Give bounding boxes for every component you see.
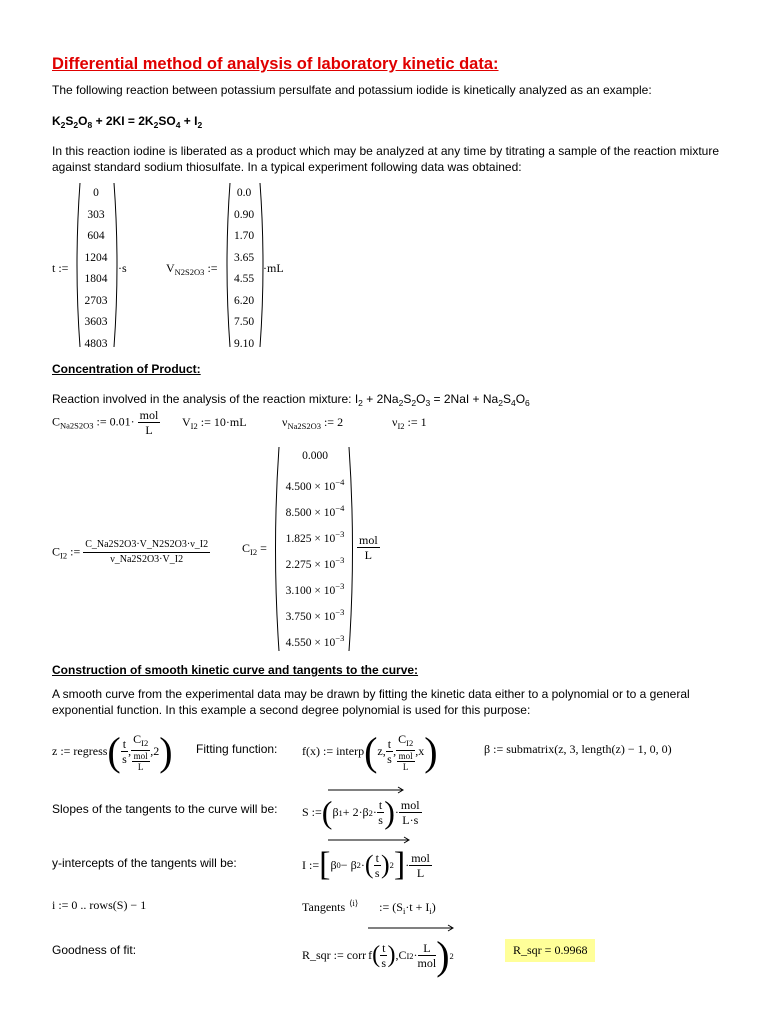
beta-expression: β := submatrix(z, 3, length(z) − 1, 0, 0): [484, 742, 672, 756]
v-value: 7.50: [233, 316, 255, 328]
vectorize-arrow-slopes: [326, 786, 406, 794]
v-value: 1.70: [233, 230, 255, 242]
t-value: 4803: [84, 337, 108, 350]
intro-text: The following reaction between potassium persulfate and potassium iodide is kinetically analyzed as an example:: [52, 83, 652, 97]
v-vector-values: [228, 183, 260, 355]
t-value: 3603: [84, 316, 108, 328]
c-i2-value: $1.825 \times 10^{-3}$: [285, 529, 345, 545]
regress-expression: z := regress ( $\frac{t}{s}$ , $\frac{C_{I2}}{\frac{\text{mol}}{L}}$ ,2 ): [52, 729, 173, 774]
v-value: 4.55: [233, 273, 255, 285]
vectorize-arrow-fit: [366, 924, 456, 932]
v-vector-label: $V_{N2S2O3}$ :=: [166, 261, 218, 277]
nu-i2-definition: $\nu_{I2}$ := 1: [392, 415, 427, 431]
experiment-paragraph: In this reaction iodine is liberated as a product which may be analyzed at any time by titrating a sample of the reaction mixture against standard sodium thiosulfate. In a typical experiment following data was obtained:: [52, 144, 720, 174]
t-vector-label: t :=: [52, 261, 69, 275]
v-value: 0.90: [233, 208, 255, 221]
c-i2-value: $8.500 \times 10^{-4}$: [285, 503, 345, 519]
rsqr-result: R_sqr = 0.9968: [505, 939, 595, 962]
c-i2-value: $4.500 \times 10^{-4}$: [285, 477, 345, 493]
section-curve-heading: Construction of smooth kinetic curve and tangents to the curve:: [52, 663, 419, 677]
intercepts-expression: I := [ β 0 − β 2 · ( $\frac{t}{s}$ ) 2 ] · $\frac{\text{mol}}{L}$: [302, 846, 430, 883]
v-value: 0.0: [236, 187, 252, 199]
rsqr-expression: R_sqr := corr f ( $\frac{t}{s}$ ) , C I2 · $\frac{L}{\text{mol}}$ ) 2: [302, 933, 454, 978]
c-i2-value: $2.275 \times 10^{-3}$: [285, 555, 345, 571]
v-value: 9.10: [233, 337, 255, 350]
vectorize-arrow-intercepts: [326, 836, 412, 844]
c-na2s2o3-definition: $C_{Na2S2O3}$ := 0.01· $\frac{\text{mol}}{L}$: [52, 408, 159, 437]
c-i2-value: $4.550 \times 10^{-3}$: [285, 633, 345, 649]
v-value: 3.65: [233, 251, 255, 264]
interp-expression: f(x) := interp ( z, $\frac{t}{s}$ , $\frac{C_{I2}}{\frac{\text{mol}}{L}}$ ,x ): [302, 729, 438, 774]
t-value: 2703: [84, 294, 108, 307]
section-concentration-heading: Concentration of Product:: [52, 362, 201, 376]
slopes-label: Slopes of the tangents to the curve will be:: [52, 802, 278, 816]
t-value: 0: [93, 187, 99, 199]
c-i2-value: $3.750 \times 10^{-3}$: [285, 607, 345, 623]
t-value: 604: [87, 230, 105, 242]
c-i2-formula: $C_{I2}$ := $\frac{C\_Na2S2O3\cdot V\_N2S2O3\cdot\nu\_I2}{\nu\_Na2S2O3\cdot V\_I2}$: [52, 539, 209, 565]
t-value: 1804: [84, 273, 108, 285]
c-i2-value: $3.100 \times 10^{-3}$: [285, 581, 345, 597]
v-vector-unit: ·mL: [263, 261, 284, 275]
c-i2-result-values: [278, 443, 352, 651]
fitting-function-label: Fitting function:: [196, 742, 278, 756]
goodness-of-fit-label: Goodness of fit:: [52, 943, 137, 957]
slopes-expression: S := ( β 1 + 2·β 2 · $\frac{t}{s}$ ) · $\frac{\text{mol}}{L\cdot s}$: [302, 794, 420, 830]
c-i2-result-unit: $\frac{\text{mol}}{L}$: [359, 533, 378, 562]
nu-na2s2o3-definition: $\nu_{Na2S2O3}$ := 2: [282, 415, 344, 431]
t-value: 1204: [84, 251, 108, 264]
tangents-expression: Tangents $^{⟨i⟩}$ := $(S_i\cdot t + I_i)$: [302, 898, 436, 916]
c-i2-result-label: $C_{I2}$ =: [242, 541, 267, 557]
c-i2-value: 0.000: [302, 450, 328, 462]
reaction-equation: $K_2S_2O_8 + 2KI = 2K_2SO_4 + I_2$: [52, 114, 203, 130]
t-vector-values: [78, 183, 114, 355]
page-title: Differential method of analysis of laboratory kinetic data:: [52, 55, 499, 73]
curve-paragraph: A smooth curve from the experimental data may be drawn by fitting the kinetic data either to a polynomial or to a general exponential function. In this example a second degree polynomial is used for this purpose:: [52, 687, 690, 717]
t-value: 303: [87, 208, 105, 221]
t-vector-unit: ·s: [118, 261, 127, 275]
intercepts-label: y-intercepts of the tangents will be:: [52, 856, 237, 870]
v-value: 6.20: [233, 294, 255, 307]
v-i2-definition: $V_{I2}$ := 10·mL: [182, 415, 247, 431]
titration-reaction: Reaction involved in the analysis of the reaction mixture: $I_2 + 2Na_2S_2O_3 = 2NaI + Na_2S_4O_6$: [52, 392, 530, 408]
range-definition: i := 0 .. rows(S) − 1: [52, 898, 147, 912]
